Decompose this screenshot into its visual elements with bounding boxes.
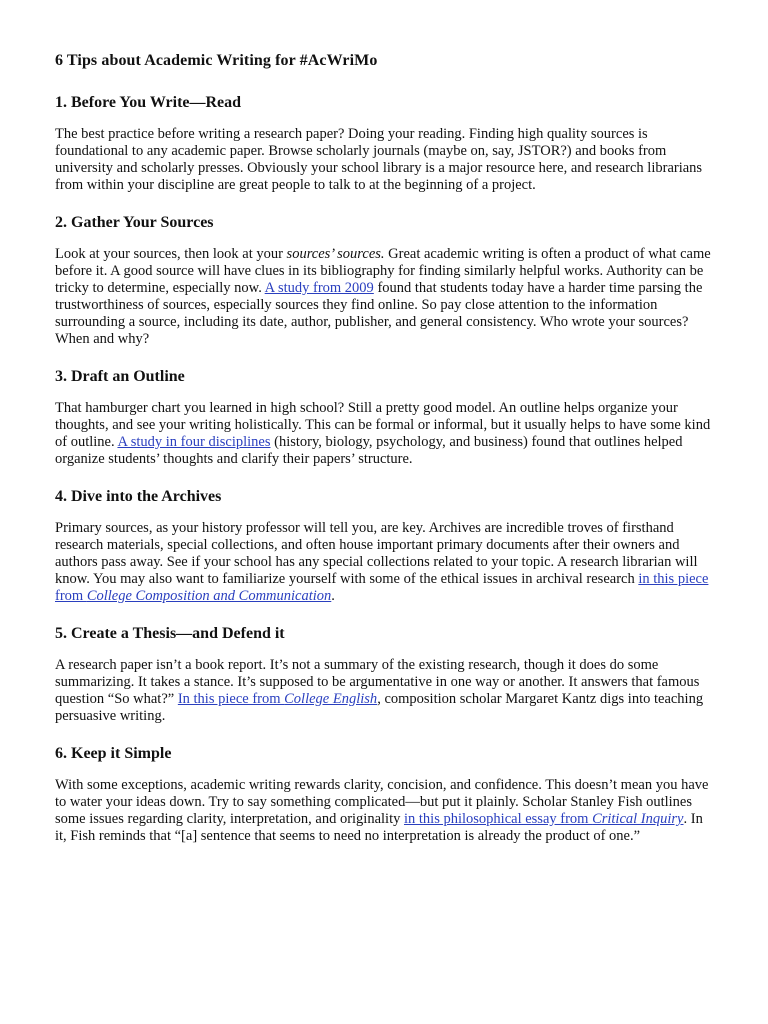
body-text: . (331, 588, 335, 604)
section-body: The best practice before writing a research paper? Doing your reading. Finding high quality sources is foundational to any academic paper. Browse scholarly journals (maybe on, say, JSTOR?) and books from university and scholarly presses. Obviously your school library is a major resource here, and research librarians from within your discipline are great people to talk to at the beginning of a project. (55, 126, 703, 193)
section-heading: 3. Draft an Outline (55, 368, 185, 385)
section-body (55, 246, 715, 348)
link-text: In this piece from (177, 691, 285, 707)
emphasis-text: sources’ sources. (286, 246, 385, 262)
body-text: A research paper isn’t a book report. It’s not a summary of the existing research, though it does do some summarizing. It takes a stance. It’s supposed to be argumentative in one way or another. It answers that famous question “So what?” (55, 657, 700, 707)
section-dive-archives (55, 486, 715, 605)
section-heading: 1. Before You Write—Read (55, 94, 242, 111)
section-before-you-write (55, 92, 715, 194)
body-text: , composition scholar Margaret Kantz digs into teaching persuasive writing. (55, 691, 704, 724)
section-body (55, 400, 715, 468)
body-text: With some exceptions, academic writing rewards clarity, concision, and confidence. This doesn’t mean you have to water your ideas down. Try to say something complicated—but put it plainly. Scholar Stanley Fish outlines some issues regarding clarity, interpretation, and originality (55, 777, 709, 827)
study-2009-link[interactable]: A study from 2009 (264, 280, 374, 296)
section-body (55, 657, 715, 725)
body-text: Look at your sources, then look at your (55, 246, 287, 262)
link-text: in this philosophical essay from (403, 811, 593, 827)
link-text: in this piece from (55, 571, 709, 604)
body-text: Primary sources, as your history professor will tell you, are key. Archives are incredible troves of firsthand research materials, special collections, and often house important primary documents after their owners and authors pass away. See if your school has any special collections related to your topic. A research librarian will know. You may also want to familiarize yourself with some of the ethical issues in archival research (55, 520, 698, 587)
study-four-disciplines-link[interactable]: A study in four disciplines (117, 434, 271, 450)
section-body (55, 777, 715, 845)
body-text: (history, biology, psychology, and business) found that outlines helped organize students’ thoughts and clarify their papers’ structure. (55, 434, 683, 467)
section-gather-sources (55, 212, 715, 348)
section-create-thesis (55, 623, 715, 725)
section-body (55, 520, 715, 605)
journal-title: College Composition and Communication (86, 588, 332, 604)
page-title: 6 Tips about Academic Writing for #AcWriMo (55, 52, 378, 69)
body-text: . In it, Fish reminds that “[a] sentence that seems to need no interpretation is already the product of one.” (55, 811, 703, 844)
document-page (55, 50, 715, 863)
body-text: found that students today have a harder time parsing the trustworthiness of sources, especially sources they find online. So pay close attention to the information surrounding a source, including its date, author, publisher, and general consistency. Who wrote your sources? When and why? (55, 280, 703, 347)
college-english-link[interactable] (178, 691, 377, 707)
section-heading: 4. Dive into the Archives (55, 488, 222, 505)
section-heading: 6. Keep it Simple (55, 745, 172, 762)
journal-title: Critical Inquiry (592, 811, 684, 827)
section-heading: 5. Create a Thesis—and Defend it (55, 625, 285, 642)
journal-title: College English (284, 691, 378, 707)
section-draft-outline (55, 366, 715, 468)
section-heading: 2. Gather Your Sources (55, 214, 214, 231)
body-text: Great academic writing is often a product of what came before it. A good source will have clues in its bibliography for finding similarly helpful works. Authority can be tricky to determine, especially now. (55, 246, 711, 296)
section-keep-simple (55, 743, 715, 845)
critical-inquiry-link[interactable] (404, 811, 684, 827)
body-text: That hamburger chart you learned in high school? Still a pretty good model. An outline helps organize your thoughts, and see your writing holistically. This can be formal or informal, but it usually helps to have some kind of outline. (55, 400, 711, 450)
